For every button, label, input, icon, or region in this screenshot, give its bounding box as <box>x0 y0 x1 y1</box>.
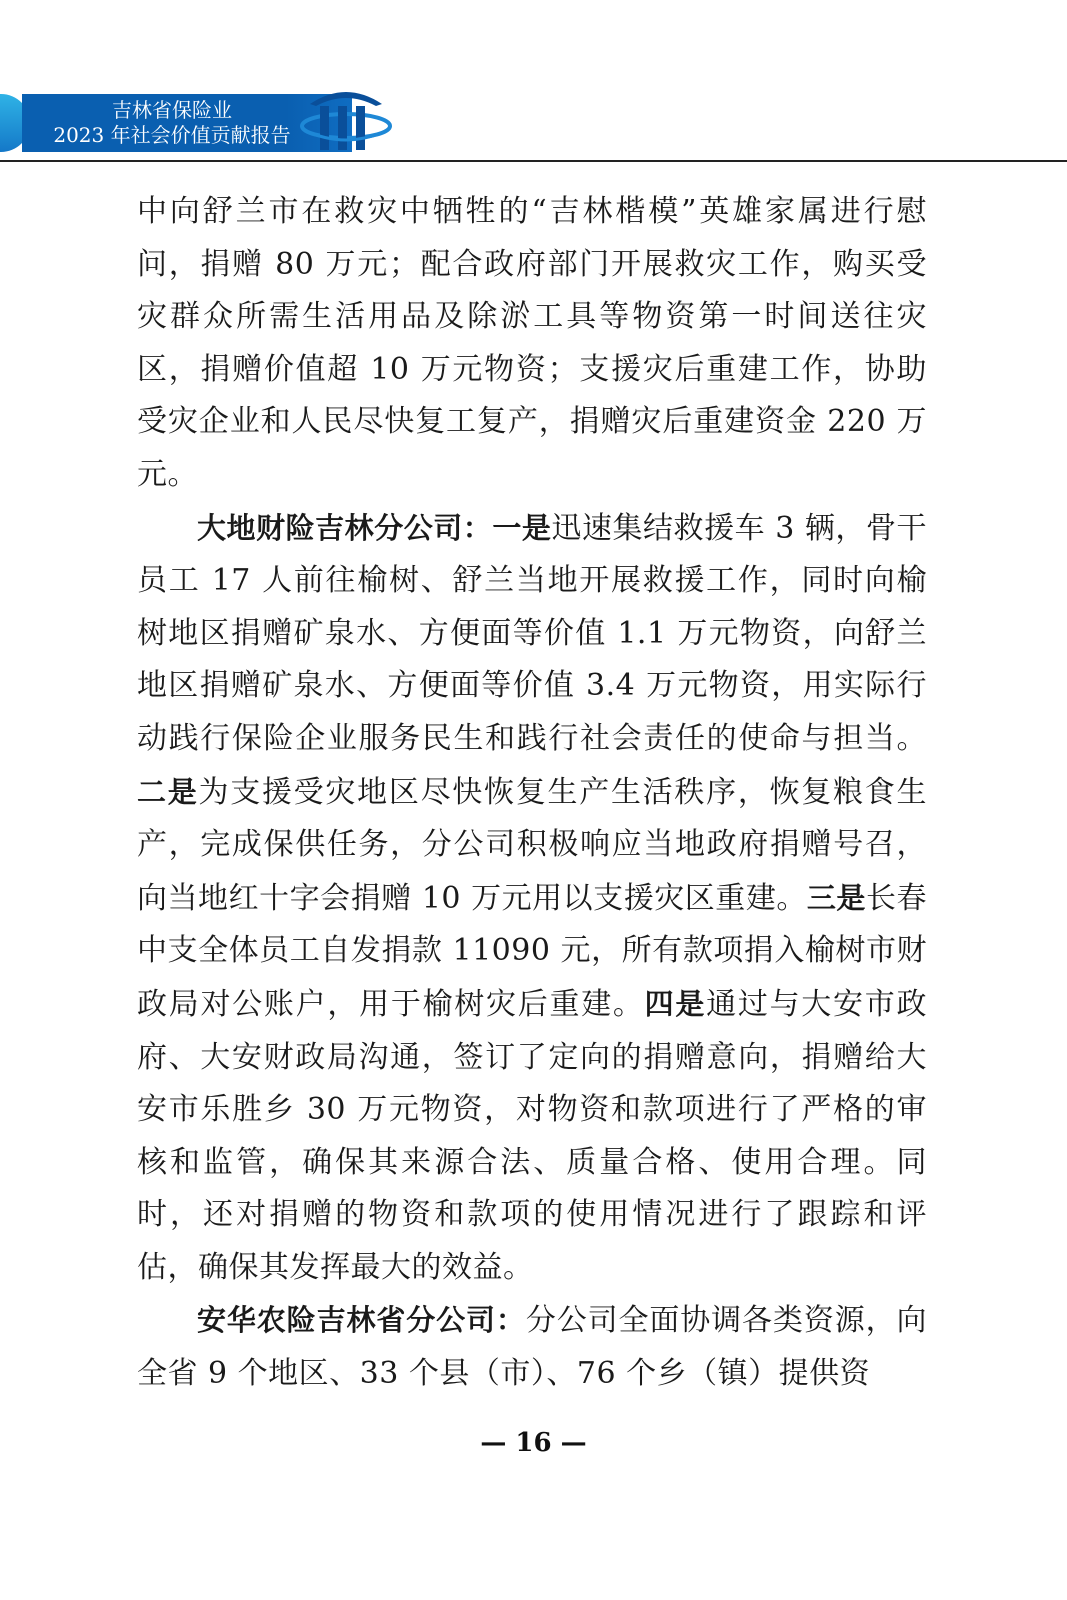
paragraph-anhua <box>137 1294 927 1400</box>
point-label: 二是 <box>137 774 199 809</box>
report-title-line1: 吉林省保险业 <box>112 98 232 122</box>
point-text: 通过与大安市政府、大安财政局沟通，签订了定向的捐赠意向，捐赠给大安市乐胜乡 30 万元物资，对物资和款项进行了严格的审核和监管，确保其来源合法、质量合格、使用合理。同时，还对捐赠的物资和款项的使用情况进行了跟踪和评估，确保其发挥最大的效益。 <box>137 986 927 1285</box>
paragraph-continuation: 中向舒兰市在救灾中牺牲的“吉林楷模”英雄家属进行慰问，捐赠 80 万元；配合政府部门开展救灾工作，购买受灾群众所需生活用品及除淤工具等物资第一时间送往灾区，捐赠价值超 10 万元物资；支援灾后重建工作，协助受灾企业和人民尽快复工复产，捐赠灾后重建资金 220 万元。 <box>137 194 927 492</box>
body-text <box>137 186 927 1401</box>
point-text: 为支援受灾地区尽快恢复生产生活秩序，恢复粮食生产，完成保供任务，分公司积极响应当地政府捐赠号召，向当地红十字会捐赠 10 万元用以支援灾区重建。 <box>137 774 927 916</box>
paragraph-text: 分公司全面协调各类资源，向全省 9 个地区、33 个县（市）、76 个乡（镇）提供资 <box>137 1303 927 1392</box>
point-text: 迅速集结救援车 3 辆，骨干员工 17 人前往榆树、舒兰当地开展救援工作，同时向榆树地区捐赠矿泉水、方便面等价值 1.1 万元物资，向舒兰地区捐赠矿泉水、方便面等价值 3.4 万元物资，用实际行动践行保险企业服务民生和践行社会责任的使命与担当。 <box>137 510 927 756</box>
page-number: — 16 — <box>480 1428 587 1458</box>
company-heading: 大地财险吉林分公司： <box>197 510 493 545</box>
report-title-line2: 2023 年社会价值贡献报告 <box>53 123 291 147</box>
point-label: 四是 <box>644 986 707 1021</box>
point-text: 长春中支全体员工自发捐款 11090 元，所有款项捐入榆树市财政局对公账户，用于榆树灾后重建。 <box>137 880 927 1022</box>
point-label: 一是 <box>492 510 552 545</box>
point-label: 三是 <box>806 880 866 915</box>
header-divider <box>0 160 1067 162</box>
building-emblem-icon <box>300 82 392 154</box>
report-title <box>42 98 302 148</box>
company-heading: 安华农险吉林省分公司： <box>197 1303 526 1338</box>
paragraph-dadi <box>137 502 927 1295</box>
